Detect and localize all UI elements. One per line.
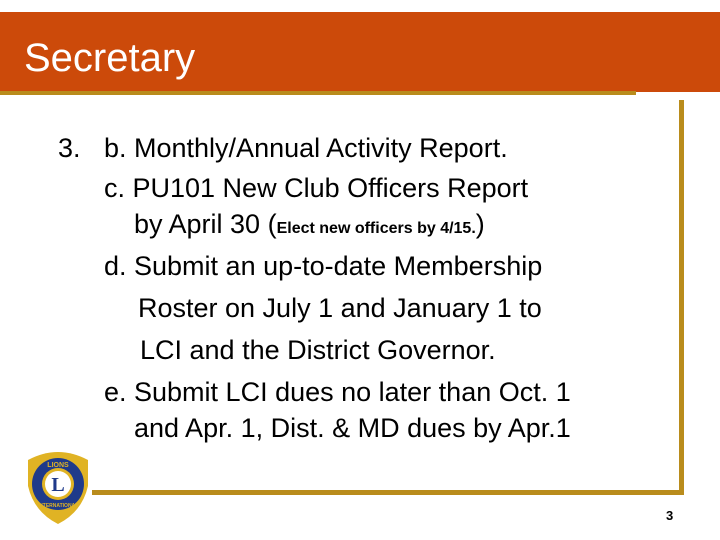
lions-logo-icon xyxy=(22,446,94,526)
item-b: b. Monthly/Annual Activity Report. xyxy=(104,133,508,163)
item-d-line1: d. Submit an up-to-date Membership xyxy=(104,251,543,281)
item-c-line1: c. PU101 New Club Officers Report xyxy=(104,173,529,203)
item-e-line2: and Apr. 1, Dist. & MD dues by Apr.1 xyxy=(134,413,571,443)
item-c-line2 xyxy=(134,206,485,247)
item-d-line3: LCI and the District Governor. xyxy=(140,335,496,365)
logo-letter: L xyxy=(51,474,65,496)
title-underline xyxy=(0,91,636,95)
right-border-rule xyxy=(679,100,684,495)
bottom-border-rule xyxy=(92,490,684,495)
slide-title: Secretary xyxy=(24,36,196,80)
logo-bottom-text: INTERNATIONAL xyxy=(37,503,79,509)
item-c-text: by April 30 ( xyxy=(134,209,277,239)
logo-top-text: LIONS xyxy=(47,462,69,469)
item-d-line2: Roster on July 1 and January 1 to xyxy=(138,293,542,323)
item-c-note: Elect new officers by 4/15. xyxy=(276,220,476,237)
item-number: 3. xyxy=(58,133,81,163)
page-number: 3 xyxy=(666,508,674,523)
item-e-line1: e. Submit LCI dues no later than Oct. 1 xyxy=(104,377,571,407)
item-c-close: ) xyxy=(475,209,485,239)
